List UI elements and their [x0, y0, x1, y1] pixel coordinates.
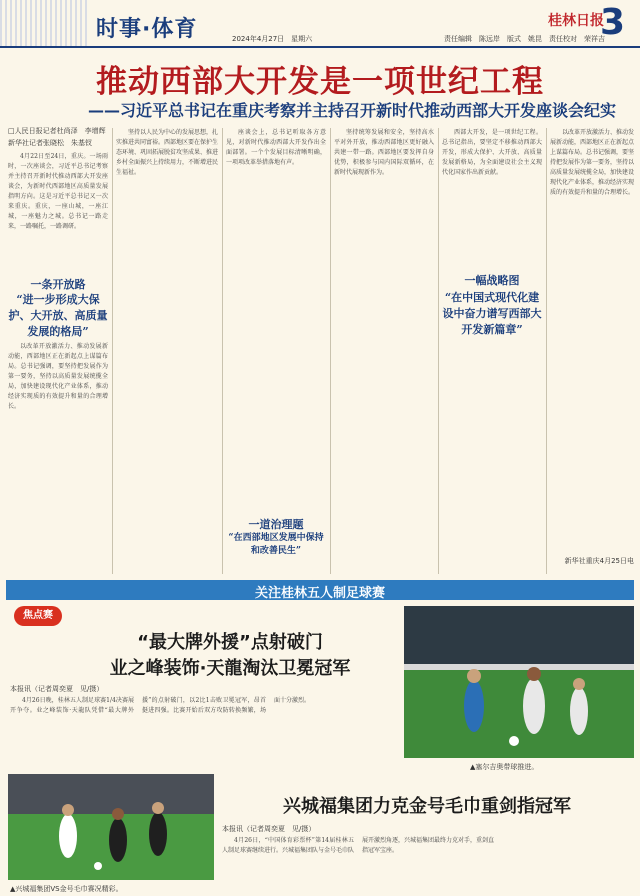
- match-photo-2: [8, 774, 214, 880]
- sports-band-title: 关注桂林五人制足球赛: [254, 586, 385, 601]
- sports-story-2: 4月26日，“中国体育彩票杯”第14届桂林五人制足球赛继续进行。兴城福集团队与金号毛巾队展开激烈角逐，兴城福集团最终力克对手，重剑直指冠军宝座。: [222, 837, 495, 854]
- sports-headline-1a: “最大牌外援”点射破门: [137, 632, 323, 653]
- article-column-2: 坚持以人民为中心的发展思想，扎实推进共同富裕。西部地区要在保护生态环境、巩固拓展脱贫攻坚成果、推进乡村全面振兴上持续用力，不断增进民生福祉。: [116, 129, 218, 176]
- pull-quote-1: “进一步形成大保护、大开放、高质量发展的格局”: [8, 293, 108, 338]
- match-photo-1: [404, 606, 634, 758]
- sports-headline-2: 兴城福集团力克金号毛巾重剑指冠军: [283, 796, 571, 817]
- column-divider: [112, 128, 113, 574]
- photo-1-caption: ▲塞尔吉奥带球推进。: [470, 763, 539, 771]
- section-heading-2: 一道治理题: [248, 518, 304, 531]
- editor-credits: 责任编辑 陈远岸 版式 姚昆 责任校对 荣祥吉: [444, 35, 605, 43]
- header-decoration: [0, 0, 90, 46]
- column-divider: [546, 128, 547, 574]
- article-column-1: 4月22日至24日，重庆。一场雨时，一次座谈会，习近平总书记考察并主持召开新时代推动西部大开发座谈会，为新时代西部地区高质量发展指明方向。这是习近平总书记又一次来重庆。重庆，一座山城，一座江城，一座魅力之城。总书记一路走来，一路嘱托，一路调研。: [8, 153, 108, 230]
- article-column-4: 坚持统筹发展和安全，坚持高水平对外开放，推动西部地区更好融入共建一带一路。西部地区要发挥自身优势，积极参与国内国际双循环，在新时代展现新作为。: [334, 129, 434, 176]
- sports-byline-2: 本报讯（记者周奕夏 见/摄）: [222, 825, 316, 833]
- photo-2-caption: ▲兴城福集团VS金号毛巾赛况精彩。: [10, 885, 123, 893]
- byline-people-daily: □人民日报记者杜尚泽 李增辉: [8, 127, 106, 135]
- sports-headline-1b: 业之峰装饰·天龍淘汰卫冕冠军: [109, 658, 351, 679]
- column-divider: [330, 128, 331, 574]
- section-title: 时事·体育: [96, 17, 198, 42]
- article-column-6: 以改革开放激活力、推动发展新动能，西部地区正在新起点上谋篇布局。总书记强调，要坚持把发展作为第一要务，坚持以高质量发展统揽全局，加快建设现代化产业体系，推动经济实现质的有效提升和量的合理增长。: [550, 129, 634, 196]
- section-heading-3: 一幅战略图: [464, 274, 520, 287]
- focus-badge: 焦点赛: [14, 606, 62, 626]
- column-divider: [222, 128, 223, 574]
- page-number: 3: [600, 2, 626, 43]
- main-headline: 推动西部大开发是一项世纪工程: [96, 64, 544, 100]
- dateline: 新华社重庆4月25日电: [564, 557, 634, 565]
- sports-story-1: 4月26日晚，桂林五人制足球赛1/4决赛展开争夺。业之峰装饰·天龍队凭借“最大牌外援”的点射破门，以2比1击败卫冕冠军，昂首挺进四强。比赛开始后双方攻防转换频繁，场面十分激烈。: [10, 697, 311, 714]
- article-column-5: 西部大开发，是一项世纪工程。总书记指出，要坚定不移推动西部大开发，形成大保护、大开放、高质量发展新格局，为全面建设社会主义现代化国家作出新贡献。: [442, 129, 542, 176]
- sub-headline: ——习近平总书记在重庆考察并主持召开新时代推动西部大开发座谈会纪实: [88, 101, 617, 120]
- sports-byline-1: 本报讯（记者周奕夏 见/摄）: [10, 685, 104, 693]
- column-divider: [438, 128, 439, 574]
- pull-quote-3: “在西部地区发展中保持和改善民生”: [228, 533, 324, 556]
- byline-xinhua: 新华社记者张晓松 朱基钗: [8, 139, 92, 147]
- section-heading-1: 一条开放路: [30, 278, 86, 291]
- article-column-1b: 以改革开放激活力、推动发展新动能，西部地区正在新起点上谋篇布局。总书记强调，要坚持把发展作为第一要务，坚持以高质量发展统揽全局，加快建设现代化产业体系，推动经济实现质的有效提升和量的合理增长。: [8, 343, 108, 410]
- pull-quote-2: “在中国式现代化建设中奋力谱写西部大开发新篇章”: [442, 291, 542, 336]
- match-photo-1-svg: [404, 606, 634, 758]
- article-column-3: 座谈会上，总书记听取各方意见，对新时代推动西部大开发作出全面部署。一个个发展目标清晰明确，一项项改革举措落地有声。: [226, 129, 326, 166]
- match-photo-2-svg: [8, 774, 214, 880]
- newspaper-logo: 桂林日报: [548, 13, 604, 29]
- header-rule: [0, 46, 640, 48]
- date-line: 2024年4月27日 星期六: [232, 35, 313, 43]
